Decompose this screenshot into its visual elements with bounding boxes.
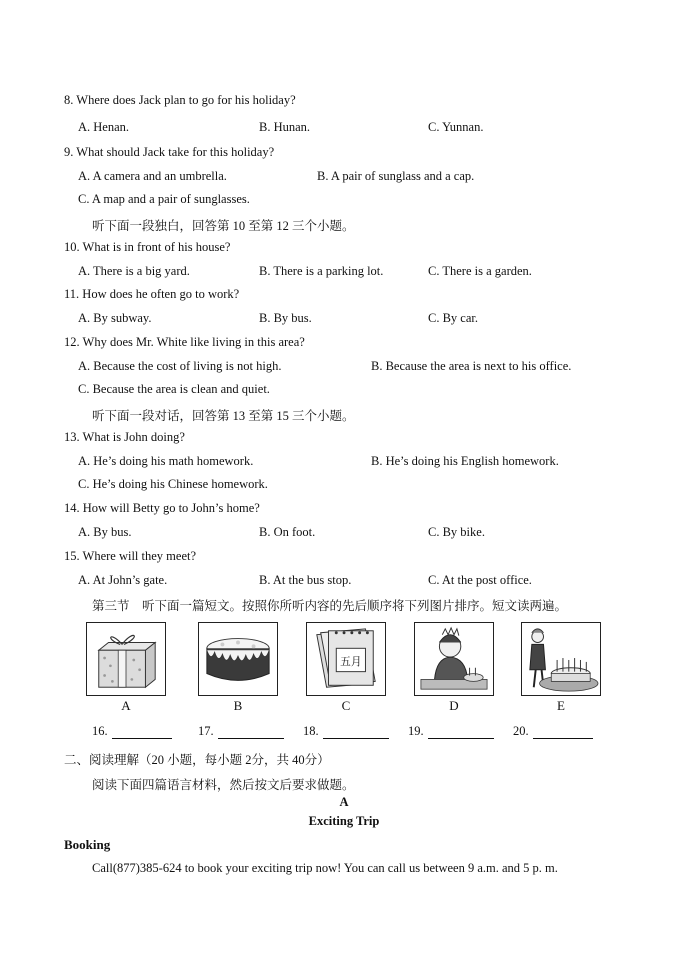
- question-12-option-b: B. Because the area is next to his office.: [371, 359, 572, 373]
- question-10-option-b: B. There is a parking lot.: [259, 264, 384, 278]
- question-9-option-a: A. A camera and an umbrella.: [78, 169, 227, 183]
- question-13-option-b: B. He’s doing his English homework.: [371, 454, 559, 468]
- birthday-candles-icon: [522, 623, 600, 695]
- question-12-option-c: C. Because the area is clean and quiet.: [78, 382, 270, 396]
- question-11-option-a: A. By subway.: [78, 311, 152, 325]
- answer-blank-20[interactable]: 20.: [513, 724, 593, 739]
- passage-letter: A: [339, 795, 349, 809]
- gift-box-icon: [87, 623, 165, 695]
- question-12-stem: 12. Why does Mr. White like living in this area?: [64, 335, 305, 349]
- picture-girl-party: [414, 622, 494, 696]
- question-14-option-c: C. By bike.: [428, 525, 485, 539]
- part-2-instruction: 阅读下面四篇语言材料，然后按文后要求做题。: [92, 778, 355, 792]
- cake-icon: [199, 623, 277, 695]
- question-14-option-a: A. By bus.: [78, 525, 132, 539]
- calendar-month-text: 五月: [340, 654, 362, 668]
- question-13-stem: 13. What is John doing?: [64, 430, 185, 444]
- question-15-stem: 15. Where will they meet?: [64, 549, 197, 563]
- question-9-option-b: B. A pair of sunglass and a cap.: [317, 169, 475, 183]
- question-8-stem: 8. Where does Jack plan to go for his holiday?: [64, 93, 296, 107]
- question-14-stem: 14. How will Betty go to John’s home?: [64, 501, 260, 515]
- question-9-option-c: C. A map and a pair of sunglasses.: [78, 192, 250, 206]
- picture-label-e: E: [557, 698, 565, 713]
- picture-label-b: B: [233, 698, 243, 713]
- question-15-option-b: B. At the bus stop.: [259, 573, 352, 587]
- section-3-instruction: 第三节 听下面一篇短文。按照你所听内容的先后顺序将下列图片排序。短文读两遍。: [92, 599, 568, 613]
- question-15-option-c: C. At the post office.: [428, 573, 532, 587]
- question-11-stem: 11. How does he often go to work?: [64, 287, 240, 301]
- passage-title: Exciting Trip: [308, 814, 380, 828]
- answer-blank-19[interactable]: 19.: [408, 724, 494, 739]
- question-14-option-b: B. On foot.: [259, 525, 316, 539]
- part-2-heading: 二、阅读理解（20 小题，每小题 2分，共 40分）: [64, 753, 330, 767]
- calendar-icon: [307, 623, 385, 695]
- girl-party-icon: [415, 623, 493, 695]
- picture-label-d: D: [449, 698, 459, 713]
- question-11-option-b: B. By bus.: [259, 311, 312, 325]
- question-10-option-c: C. There is a garden.: [428, 264, 532, 278]
- question-8-option-c: C. Yunnan.: [428, 120, 484, 134]
- picture-label-c: C: [341, 698, 351, 713]
- listening-instruction-1: 听下面一段独白，回答第 10 至第 12 三个小题。: [92, 219, 355, 233]
- question-13-option-a: A. He’s doing his math homework.: [78, 454, 254, 468]
- passage-body: Call(877)385-624 to book your exciting trip now! You can call us between 9 a.m. and 5 p. m.: [92, 861, 558, 875]
- picture-label-a: A: [121, 698, 131, 713]
- question-15-option-a: A. At John’s gate.: [78, 573, 168, 587]
- question-8-option-a: A. Henan.: [78, 120, 130, 134]
- question-10-option-a: A. There is a big yard.: [78, 264, 190, 278]
- answer-blank-16[interactable]: 16.: [92, 724, 172, 739]
- answer-blank-17[interactable]: 17.: [198, 724, 284, 739]
- listening-instruction-2: 听下面一段对话，回答第 13 至第 15 三个小题。: [92, 409, 355, 423]
- picture-calendar: [306, 622, 386, 696]
- picture-birthday-cake: [521, 622, 601, 696]
- question-13-option-c: C. He’s doing his Chinese homework.: [78, 477, 268, 491]
- question-8-option-b: B. Hunan.: [259, 120, 311, 134]
- question-10-stem: 10. What is in front of his house?: [64, 240, 231, 254]
- question-12-option-a: A. Because the cost of living is not high.: [78, 359, 282, 373]
- picture-cake: [198, 622, 278, 696]
- answer-blank-18[interactable]: 18.: [303, 724, 389, 739]
- passage-heading-booking: Booking: [64, 837, 111, 852]
- question-9-stem: 9. What should Jack take for this holiday?: [64, 145, 275, 159]
- question-11-option-c: C. By car.: [428, 311, 478, 325]
- picture-gift-box: [86, 622, 166, 696]
